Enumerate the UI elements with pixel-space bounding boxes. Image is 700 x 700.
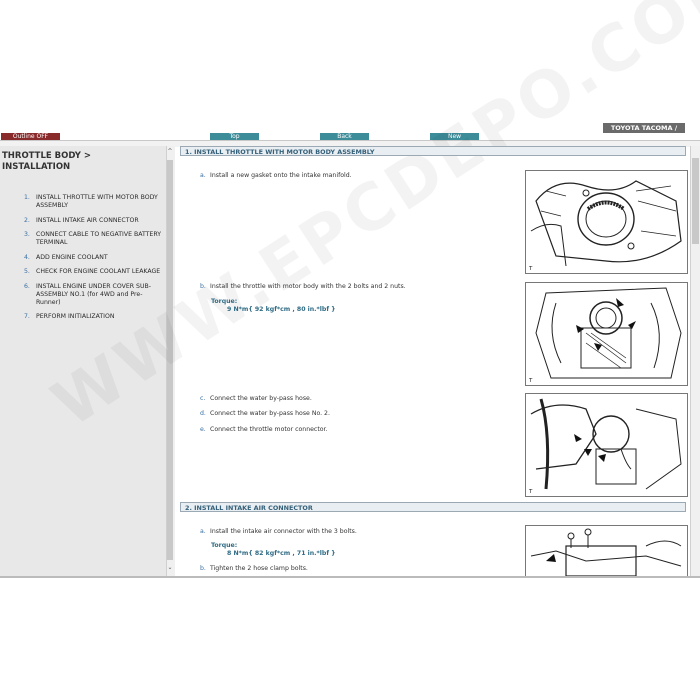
back-button[interactable]: Back [320,133,369,140]
sidebar-item-connect-battery-cable[interactable] [24,231,164,247]
sidebar-item-perform-initialization[interactable] [24,313,164,321]
sidebar-item-install-engine-under-cover[interactable] [24,283,164,307]
step-text: Install the intake air connector with the 3 bolts. [210,528,357,535]
sidebar-item-label: CHECK FOR ENGINE COOLANT LEAKAGE [36,268,161,275]
sidebar-title: THROTTLE BODY > INSTALLATION [2,151,92,172]
sidebar-scrollbar-thumb[interactable] [167,160,173,560]
step-text: Connect the water by-pass hose. [210,395,312,402]
step-text: Tighten the 2 hose clamp bolts. [210,565,308,572]
step-a-install-gasket [200,172,510,180]
sidebar-item-label: INSTALL THROTTLE WITH MOTOR BODY ASSEMBLY [36,194,158,209]
sidebar-item-label: ADD ENGINE COOLANT [36,253,108,261]
step-text: Connect the water by-pass hose No. 2. [210,410,330,417]
step-letter: a. [200,172,206,179]
scroll-up-arrow-icon[interactable]: ^ [167,148,173,155]
figure-label: T [529,489,533,495]
outline-toggle-button[interactable]: Outline OFF [1,133,60,140]
torque-label: Torque: [211,298,238,305]
step-e-connect-motor-connector [200,426,510,434]
engine-illustration [526,394,687,496]
sidebar-item-label: PERFORM INITIALIZATION [36,313,115,320]
figure-label: T [529,266,533,272]
step-b-tighten-hose-clamps [200,565,510,573]
step-letter: b. [200,565,206,572]
step-text: Install a new gasket onto the intake manifold. [210,172,352,179]
sidebar-item-label: INSTALL INTAKE AIR CONNECTOR [36,216,139,224]
torque-value: 8 N*m{ 82 kgf*cm , 71 in.*lbf } [227,550,336,557]
sidebar-item-check-coolant-leakage[interactable] [24,268,164,276]
step-a-install-intake-connector [200,528,510,536]
torque-value: 9 N*m{ 92 kgf*cm , 80 in.*lbf } [227,306,336,313]
step-c-connect-bypass-hose [200,395,510,403]
model-breadcrumb-tab[interactable]: TOYOTA TACOMA / [603,123,685,133]
figure-label: T [529,378,533,384]
content-scrollbar-thumb[interactable] [692,158,699,244]
engine-illustration [526,283,687,385]
sidebar-item-number: 1. [24,194,30,201]
sidebar-item-label: CONNECT CABLE TO NEGATIVE BATTERY TERMINAL [36,231,161,246]
figure-intake-manifold-gasket [525,170,688,274]
figure-hose-connections [525,393,688,497]
sidebar-item-add-engine-coolant[interactable] [24,254,164,262]
new-button[interactable]: New [430,133,479,140]
step-d-connect-bypass-hose-no2 [200,410,510,418]
section-header-install-throttle: 1. INSTALL THROTTLE WITH MOTOR BODY ASSEMBLY [180,146,686,156]
top-button[interactable]: Top [210,133,259,140]
scroll-down-arrow-icon[interactable]: ⌄ [167,564,173,571]
sidebar-item-number: 5. [24,268,30,275]
step-text: Connect the throttle motor connector. [210,426,328,433]
sidebar-item-number: 2. [24,216,30,224]
sidebar-item-install-throttle[interactable] [24,194,164,210]
bottom-divider [0,576,700,578]
sidebar-item-number: 7. [24,313,30,320]
step-text: Install the throttle with motor body with the 2 bolts and 2 nuts. [210,283,406,290]
engine-illustration [526,526,687,577]
sidebar-item-install-intake-air-connector[interactable] [24,217,164,225]
sidebar-item-label: INSTALL ENGINE UNDER COVER SUB-ASSEMBLY NO.1 (for 4WD and Pre-Runner) [36,282,151,306]
section-header-install-intake-air-connector: 2. INSTALL INTAKE AIR CONNECTOR [180,502,686,512]
step-letter: c. [200,395,206,402]
figure-intake-air-connector [525,525,688,577]
step-letter: e. [200,426,206,433]
torque-label: Torque: [211,542,238,549]
sidebar-item-number: 4. [24,253,30,261]
sidebar-item-number: 6. [24,282,30,290]
outline-sidebar [0,146,167,576]
figure-throttle-body-bolts [525,282,688,386]
sidebar-step-list [24,194,164,328]
engine-illustration [526,171,687,273]
step-b-install-throttle-body [200,283,520,291]
step-letter: b. [200,283,206,290]
step-letter: d. [200,410,206,417]
step-letter: a. [200,528,206,535]
sidebar-item-number: 3. [24,231,30,238]
